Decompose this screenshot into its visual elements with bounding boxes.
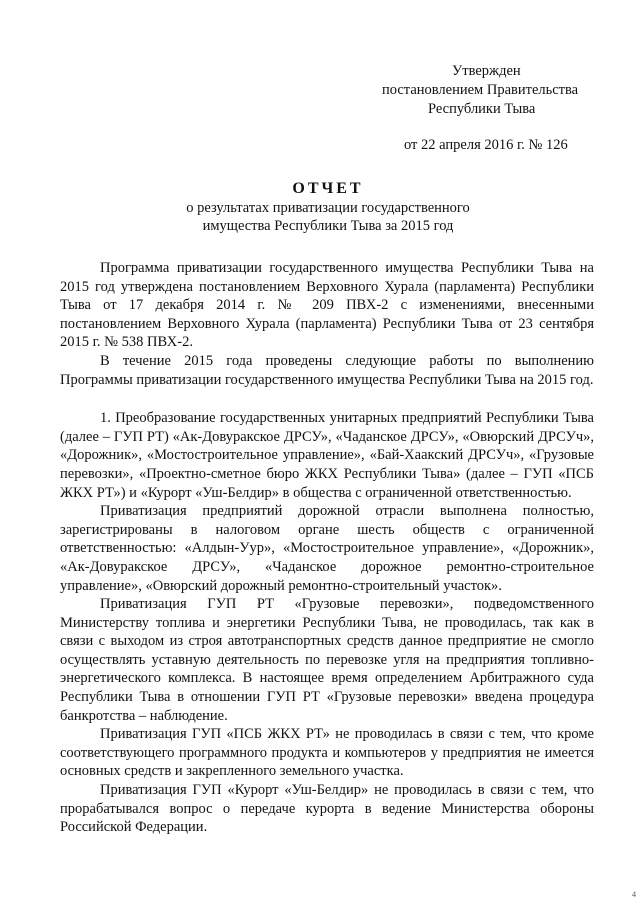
report-body — [60, 259, 594, 837]
paragraph-transformation: 1. Преобразование государственных унитарных предприятий Республики Тыва (далее – ГУП РТ) «Ак-Довуракское ДРСУ», «Чаданское ДРСУ», «Овюрский ДРСУч», «Дорожник», «Мостостроительное управление», «Бай-Хаакский ДРСУч», «Грузовые перевозки», «Проектно-сметное бюро ЖКХ Республики Тыва» (далее – ГУП «ПСБ ЖКХ РТ») и «Курорт «Уш-Белдир» в общества с ограниченной ответственностью. — [60, 410, 594, 501]
paragraph-psb-zhkh: Приватизация ГУП «ПСБ ЖКХ РТ» не проводилась в связи с тем, что кроме соответствующего программного продукта и компьютеров у предприятия не имеется основных средств и закрепленного земельного участка. — [60, 726, 594, 780]
approval-date: от 22 апреля 2016 г. № 126 — [404, 137, 568, 153]
paragraph-resort: Приватизация ГУП «Курорт «Уш-Белдир» не проводилась в связи с тем, что прорабатывался вопрос о передаче курорта в ведение Министерства обороны Российской Федерации. — [60, 782, 594, 836]
approval-line-republic: Республики Тыва — [428, 101, 536, 117]
paragraph-works: В течение 2015 года проведены следующие работы по выполнению Программы приватизации государственного имущества Республики Тыва на 2015 год. — [60, 352, 594, 388]
approval-line-resolution: постановлением Правительства — [382, 82, 579, 98]
document-title: ОТЧЕТ — [292, 180, 364, 197]
paragraph-road-sector: Приватизация предприятий дорожной отрасли выполнена полностью, зарегистрированы в налоговом органе шесть обществ с ограниченной ответственностью: «Алдын-Уур», «Мостостроительное управление», «Дорожник», «Ак-Довуракское ДРСУ», «Чаданское дорожное ремонтно-строительное управление», «Овюрский дорожный ремонтно-строительный участок». — [60, 503, 594, 594]
paragraph-program: Программа приватизации государственного имущества Республики Тыва на 2015 год утверждена постановлением Верховного Хурала (парламента) Республики Тыва от 17 декабря 2014 г. № 209 ПВХ-2 с изменениями, внесенными постановлением Верховного Хурала (парламента) Республики Тыва от 23 сентября 2015 г. № 538 ПВХ-2. — [60, 260, 594, 351]
paragraph-cargo-transport: Приватизация ГУП РТ «Грузовые перевозки», подведомственного Министерству топлива и энергетики Республики Тыва, не проводилась, так как в связи с выходом из строя автотранспортных средств данное предприятие не смогло осуществлять уставную деятельность по перевозке угля на предприятия топливно-энергетического комплекса. В настоящее время определением Арбитражного суда Республики Тыва в отношении ГУП РТ «Грузовые перевозки» введена процедура банкротства – наблюдение. — [60, 596, 594, 724]
corner-mark: 4 — [632, 890, 636, 899]
subtitle-line-2: имущества Республики Тыва за 2015 год — [202, 218, 454, 234]
subtitle-line-1: о результатах приватизации государственного — [186, 200, 470, 216]
document-subtitle — [0, 199, 640, 235]
approval-block — [382, 62, 592, 155]
approval-line-approved: Утвержден — [452, 63, 521, 79]
